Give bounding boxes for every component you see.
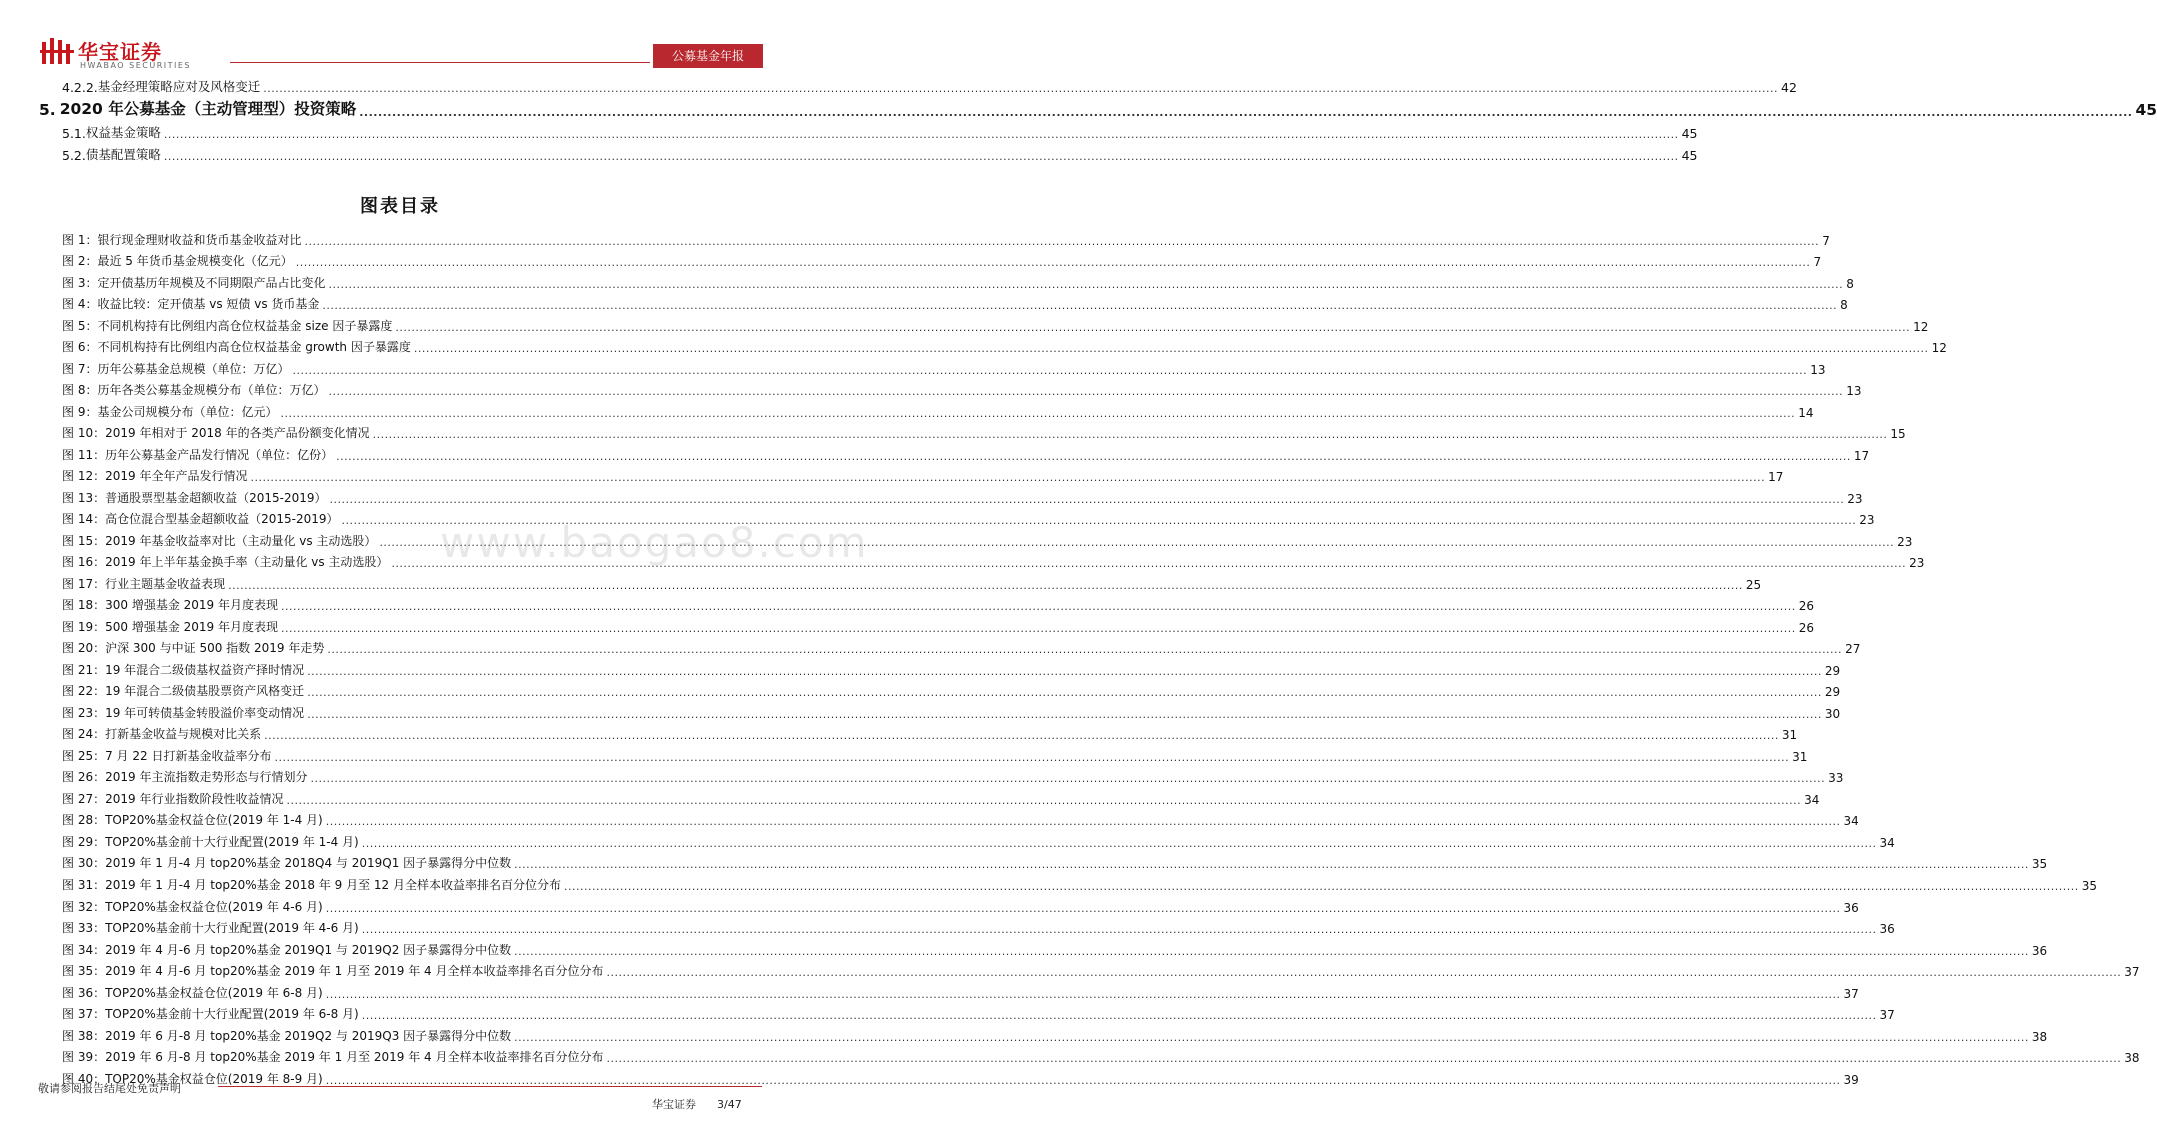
fig-page: 23 (1897, 534, 1913, 549)
fig-page: 15 (1890, 427, 1906, 442)
figure-entry[interactable] (62, 592, 1814, 614)
figure-entry[interactable] (62, 1001, 1895, 1023)
fig-label: 图 29： (62, 834, 106, 849)
fig-page: 34 (1843, 814, 1859, 829)
figure-entry[interactable] (62, 355, 1826, 377)
fig-text: 2019 年 1 月-4 月 top20%基金 2018 年 9 月至 12 月全样本收益率排名百分位分布 (105, 877, 561, 892)
fig-page: 34 (1804, 792, 1820, 807)
fig-text: 2019 年 4 月-6 月 top20%基金 2019 年 1 月至 2019 年 4 月全样本收益率排名百分位分布 (105, 964, 604, 979)
fig-label: 图 3： (62, 275, 98, 290)
fig-text: TOP20%基金权益仓位(2019 年 1-4 月) (105, 813, 323, 828)
leader-dots (292, 364, 1807, 377)
fig-text: 2019 年上半年基金换手率（主动量化 vs 主动选股） (105, 555, 389, 570)
fig-page: 8 (1846, 276, 1854, 291)
fig-page: 30 (1824, 706, 1841, 721)
fig-label: 图 26： (62, 770, 106, 785)
fig-label: 图 39： (62, 1050, 106, 1065)
footer-company: 华宝证券 (652, 1098, 696, 1111)
leader-dots (414, 342, 1929, 355)
figure-entry[interactable] (62, 721, 1798, 743)
leader-dots (164, 150, 1679, 163)
figure-entry[interactable] (62, 871, 2097, 893)
fig-page: 7 (1822, 233, 1830, 248)
leader-dots (274, 751, 1789, 764)
leader-dots (322, 299, 1837, 312)
fig-text: TOP20%基金权益仓位(2019 年 6-8 月) (105, 985, 323, 1000)
fig-text: 高仓位混合型基金超额收益（2015-2019） (105, 512, 339, 527)
fig-text: 2019 年 4 月-6 月 top20%基金 2019Q1 与 2019Q2 因子暴露得分中位数 (105, 942, 512, 957)
fig-label: 图 27： (62, 791, 106, 806)
fig-page: 33 (1828, 771, 1844, 786)
fig-label: 图 19： (62, 619, 106, 634)
footer-divider (218, 1086, 762, 1087)
fig-text: 2019 年主流指数走势形态与行情划分 (105, 770, 308, 785)
fig-page: 38 (2124, 1051, 2140, 1066)
leader-dots (264, 729, 1779, 742)
figure-entry[interactable] (62, 420, 1906, 442)
toc-text: 权益基金策略 (85, 125, 161, 140)
fig-text: 2019 年 6 月-8 月 top20%基金 2019 年 1 月至 2019 年 4 月全样本收益率排名百分位分布 (105, 1050, 604, 1065)
leader-dots (373, 428, 1888, 441)
toc-text: 基金经理策略应对及风格变迁 (97, 79, 261, 94)
leader-dots (326, 815, 1841, 828)
figure-entry[interactable] (62, 678, 1841, 700)
fig-text: 定开债基历年规模及不同期限产品占比变化 (97, 275, 326, 290)
fig-label: 图 11： (62, 447, 106, 462)
figure-entry[interactable] (62, 312, 1929, 334)
footer-page-info (652, 1096, 742, 1112)
fig-label: 图 18： (62, 598, 106, 613)
fig-label: 图 36： (62, 985, 106, 1000)
leader-dots (514, 858, 2029, 871)
fig-page: 17 (1768, 470, 1784, 485)
fig-page: 14 (1798, 405, 1814, 420)
toc-number: 4.2.2. (62, 80, 98, 95)
fig-page: 34 (1879, 835, 1895, 850)
leader-dots (280, 407, 1795, 420)
fig-label: 图 22： (62, 684, 106, 699)
fig-page: 17 (1853, 448, 1870, 463)
leader-dots (514, 945, 2029, 958)
figure-entry[interactable] (62, 398, 1814, 420)
leader-dots (250, 471, 1765, 484)
fig-text: 2019 年全年产品发行情况 (105, 469, 248, 484)
leader-dots (328, 385, 1843, 398)
fig-label: 图 21： (62, 662, 106, 677)
fig-text: 收益比较：定开债基 vs 短债 vs 货币基金 (97, 297, 320, 312)
leader-dots (307, 708, 1822, 721)
leader-dots (228, 579, 1743, 592)
fig-label: 图 40： (62, 1071, 106, 1086)
fig-text: 7 月 22 日打新基金收益率分布 (105, 748, 272, 763)
fig-page: 27 (1845, 642, 1861, 657)
figure-entry[interactable] (62, 915, 1895, 937)
figure-entry[interactable] (62, 441, 1870, 463)
fig-text: 历年公募基金总规模（单位：万亿） (97, 361, 290, 376)
fig-text: 不同机构持有比例组内高仓位权益基金 size 因子暴露度 (97, 318, 393, 333)
leader-dots (326, 1074, 1841, 1087)
fig-text: 300 增强基金 2019 年月度表现 (105, 598, 278, 613)
figure-entry[interactable] (62, 785, 1820, 807)
fig-label: 图 25： (62, 748, 106, 763)
fig-page: 37 (1879, 1008, 1895, 1023)
fig-page: 26 (1798, 599, 1814, 614)
fig-label: 图 30： (62, 856, 106, 871)
fig-page: 23 (1859, 513, 1875, 528)
fig-page: 23 (1847, 491, 1863, 506)
fig-text: 行业主题基金收益表现 (105, 576, 226, 591)
toc-entry-5[interactable] (39, 95, 2157, 119)
leader-dots (326, 988, 1841, 1001)
fig-page: 36 (1843, 900, 1859, 915)
fig-page: 29 (1824, 685, 1841, 700)
fig-label: 图 14： (62, 512, 106, 527)
leader-dots (564, 880, 2079, 893)
figure-entry[interactable] (62, 699, 1841, 721)
leader-dots (310, 772, 1825, 785)
leader-dots (304, 235, 1819, 248)
fig-label: 图 4： (62, 297, 98, 312)
figure-entry[interactable] (62, 979, 1859, 1001)
fig-page: 31 (1792, 749, 1808, 764)
fig-label: 图 38： (62, 1028, 106, 1043)
toc-page: 45 (2135, 101, 2157, 119)
figure-entry[interactable] (62, 334, 1947, 356)
leader-dots (362, 1009, 1877, 1022)
page-header (0, 0, 800, 75)
fig-text: TOP20%基金前十大行业配置(2019 年 6-8 月) (105, 1007, 359, 1022)
fig-label: 图 23： (62, 705, 106, 720)
leader-dots (164, 128, 1679, 141)
fig-label: 图 31： (62, 877, 106, 892)
fig-text: TOP20%基金前十大行业配置(2019 年 4-6 月) (105, 921, 359, 936)
fig-text: 2019 年 1 月-4 月 top20%基金 2018Q4 与 2019Q1 因子暴露得分中位数 (105, 856, 512, 871)
toc-number: 5.1. (62, 126, 86, 141)
fig-page: 35 (2081, 878, 2097, 893)
figure-entry[interactable] (62, 226, 1830, 248)
figure-entry[interactable] (62, 484, 1863, 506)
figure-entry[interactable] (62, 248, 1822, 270)
fig-label: 图 7： (62, 361, 98, 376)
fig-text: 最近 5 年货币基金规模变化（亿元） (97, 254, 293, 269)
toc-entry-4-2-2[interactable] (62, 74, 1797, 95)
fig-page: 35 (2031, 857, 2048, 872)
fig-page: 37 (2124, 965, 2140, 980)
fig-text: TOP20%基金前十大行业配置(2019 年 1-4 月) (105, 834, 359, 849)
fig-label: 图 24： (62, 727, 106, 742)
fig-page: 26 (1798, 620, 1814, 635)
fig-label: 图 13： (62, 490, 106, 505)
figure-entry[interactable] (62, 807, 1859, 829)
leader-dots (307, 686, 1822, 699)
fig-text: 500 增强基金 2019 年月度表现 (105, 619, 278, 634)
leader-dots (330, 493, 1845, 506)
leader-dots (336, 450, 1851, 463)
fig-label: 图 10： (62, 426, 106, 441)
toc-text: 2020 年公募基金（主动管理型）投资策略 (59, 100, 357, 118)
fig-page: 8 (1840, 298, 1848, 313)
fig-page: 25 (1745, 577, 1762, 592)
fig-text: TOP20%基金权益仓位(2019 年 8-9 月) (105, 1071, 323, 1086)
fig-text: 不同机构持有比例组内高仓位权益基金 growth 因子暴露度 (97, 340, 411, 355)
header-divider (230, 62, 650, 63)
fig-page: 39 (1843, 1072, 1859, 1087)
figure-entry[interactable] (62, 936, 2048, 958)
toc-page: 45 (1681, 126, 1698, 141)
figure-entry[interactable] (62, 463, 1784, 485)
fig-label: 图 17： (62, 576, 106, 591)
leader-dots (362, 923, 1877, 936)
leader-dots (286, 794, 1801, 807)
fig-label: 图 33： (62, 921, 106, 936)
fig-text: 2019 年基金收益率对比（主动量化 vs 主动选股） (105, 533, 377, 548)
fig-page: 23 (1909, 556, 1925, 571)
logo-english-name: HWABAO SECURITIES (80, 61, 191, 70)
fig-text: 2019 年 6 月-8 月 top20%基金 2019Q2 与 2019Q3 因子暴露得分中位数 (105, 1028, 512, 1043)
fig-text: 沪深 300 与中证 500 指数 2019 年走势 (105, 641, 325, 656)
fig-page: 38 (2031, 1029, 2048, 1044)
table-of-contents (39, 74, 2157, 163)
leader-dots (359, 106, 2132, 119)
fig-label: 图 12： (62, 469, 106, 484)
toc-text: 债基配置策略 (85, 147, 161, 162)
toc-entry-5-2[interactable] (62, 141, 1698, 163)
figure-entry[interactable] (62, 635, 1861, 657)
figure-entry[interactable] (62, 656, 1841, 678)
fig-text: 普通股票型基金超额收益（2015-2019） (105, 490, 327, 505)
fig-page: 13 (1846, 384, 1862, 399)
figure-entry[interactable] (62, 764, 1844, 786)
leader-dots (281, 600, 1796, 613)
fig-label: 图 2： (62, 254, 98, 269)
fig-label: 图 6： (62, 340, 98, 355)
fig-text: 历年各类公募基金规模分布（单位：万亿） (97, 383, 326, 398)
leader-dots (263, 82, 1778, 95)
fig-text: 打新基金收益与规模对比关系 (105, 727, 262, 742)
fig-text: TOP20%基金权益仓位(2019 年 4-6 月) (105, 899, 323, 914)
figure-entry[interactable] (62, 893, 1859, 915)
figure-entry[interactable] (62, 613, 1814, 635)
fig-page: 29 (1824, 663, 1841, 678)
fig-page: 12 (1913, 319, 1929, 334)
logo-chinese-name: 华宝证券 (78, 40, 162, 64)
fig-page: 31 (1781, 728, 1798, 743)
figure-entry[interactable] (62, 570, 1762, 592)
fig-text: 历年公募基金产品发行情况（单位：亿份） (105, 447, 334, 462)
figures-list-title: 图表目录 (360, 196, 440, 217)
leader-dots (327, 643, 1842, 656)
leader-dots (362, 837, 1877, 850)
report-type-badge: 公募基金年报 (653, 44, 763, 68)
company-logo (40, 36, 240, 72)
fig-label: 图 5： (62, 318, 98, 333)
toc-number: 5.2. (62, 148, 86, 163)
fig-label: 图 35： (62, 964, 106, 979)
leader-dots (296, 256, 1811, 269)
figure-entry[interactable] (62, 269, 1854, 291)
figures-list (62, 226, 2140, 1087)
leader-dots (607, 1052, 2122, 1065)
fig-text: 19 年混合二级债基股票资产风格变迁 (105, 684, 305, 699)
fig-label: 图 20： (62, 641, 106, 656)
figure-entry[interactable] (62, 291, 1848, 313)
fig-text: 银行现金理财收益和货币基金收益对比 (97, 232, 302, 247)
toc-entry-5-1[interactable] (62, 119, 1698, 141)
watermark: www.baogao8.com (440, 518, 869, 567)
fig-text: 19 年可转债基金转股溢价率变动情况 (105, 705, 305, 720)
fig-label: 图 32： (62, 899, 106, 914)
leader-dots (607, 966, 2122, 979)
figure-entry[interactable] (62, 1022, 2048, 1044)
fig-label: 图 37： (62, 1007, 106, 1022)
fig-page: 36 (1879, 922, 1895, 937)
leader-dots (281, 622, 1796, 635)
fig-label: 图 8： (62, 383, 98, 398)
toc-number: 5. (39, 101, 56, 119)
leader-dots (514, 1031, 2029, 1044)
fig-text: 19 年混合二级债基权益资产择时情况 (105, 662, 305, 677)
figure-entry[interactable] (62, 828, 1895, 850)
figure-entry[interactable] (62, 958, 2140, 980)
fig-page: 36 (2031, 943, 2048, 958)
fig-text: 2019 年相对于 2018 年的各类产品份额变化情况 (105, 426, 370, 441)
fig-page: 37 (1843, 986, 1859, 1001)
leader-dots (307, 665, 1822, 678)
fig-label: 图 15： (62, 533, 106, 548)
footer-page-number: 3/47 (717, 1098, 742, 1111)
fig-page: 7 (1813, 255, 1822, 270)
fig-label: 图 16： (62, 555, 106, 570)
fig-label: 图 9： (62, 404, 98, 419)
fig-text: 基金公司规模分布（单位：亿元） (97, 404, 278, 419)
footer-disclaimer: 敬请参阅报告结尾处免责声明 (38, 1082, 181, 1095)
toc-page: 45 (1681, 148, 1698, 163)
hwabao-logo-icon (40, 36, 74, 66)
figure-entry[interactable] (62, 1044, 2140, 1066)
toc-page: 42 (1781, 80, 1797, 95)
leader-dots (326, 902, 1841, 915)
fig-page: 13 (1810, 362, 1826, 377)
fig-label: 图 28： (62, 813, 106, 828)
fig-page: 12 (1931, 341, 1947, 356)
figure-entry[interactable] (62, 850, 2048, 872)
fig-label: 图 1： (62, 232, 98, 247)
leader-dots (395, 321, 1910, 334)
fig-label: 图 34： (62, 942, 106, 957)
fig-text: 2019 年行业指数阶段性收益情况 (105, 791, 284, 806)
leader-dots (328, 278, 1843, 291)
figure-entry[interactable] (62, 742, 1808, 764)
figure-entry[interactable] (62, 377, 1862, 399)
